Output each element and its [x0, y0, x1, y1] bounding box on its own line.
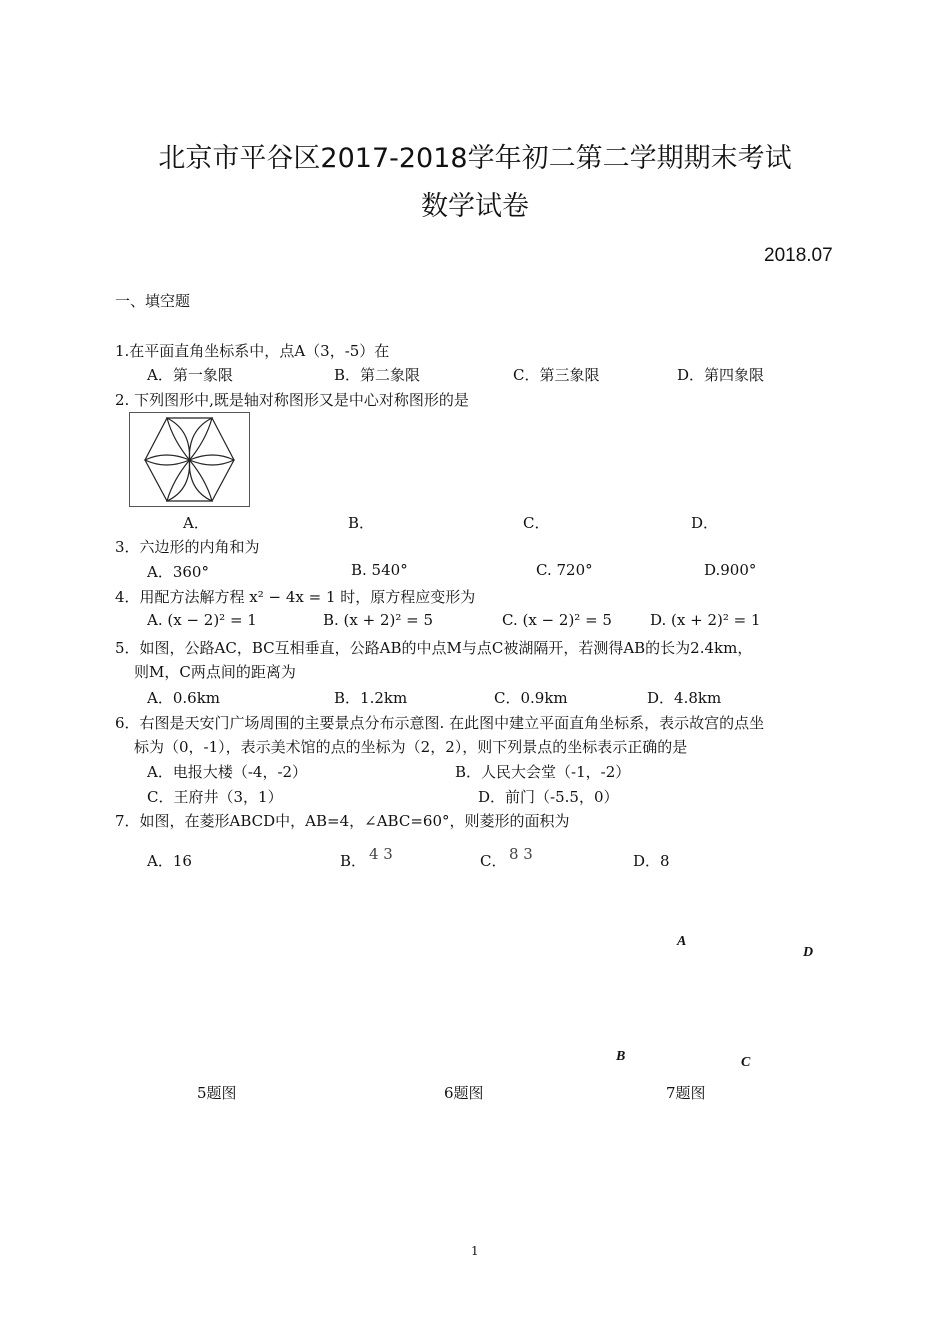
section-heading: 一、填空题 [115, 292, 191, 310]
question-1-option-a: A．第一象限 [147, 366, 233, 384]
question-2-stem: 2. 下列图形中,既是轴对称图形又是中心对称图形的是 [115, 391, 469, 409]
question-1-option-d: D．第四象限 [677, 366, 765, 384]
question-1-stem: 1.在平面直角坐标系中，点A（3，-5）在 [115, 342, 390, 360]
question-3-option-c: C. 720° [536, 561, 593, 579]
question-4-option-b: B. (x + 2)² = 5 [323, 611, 434, 629]
rhombus-point-d: D [803, 945, 814, 960]
question-6-option-a: A．电报大楼（-4，-2） [147, 763, 308, 781]
page-subtitle: 数学试卷 [421, 191, 529, 222]
question-4-option-d: D. (x + 2)² = 1 [650, 611, 761, 629]
question-3-option-d: D.900° [704, 561, 757, 579]
question-4-stem: 4．用配方法解方程 x² − 4x = 1 时，原方程应变形为 [115, 588, 476, 606]
question-2-option-a: A． [183, 514, 209, 532]
question-7-option-d: D．8 [633, 852, 670, 870]
question-6-stem-line2: 标为（0，-1），表示美术馆的点的坐标为（2，2），则下列景点的坐标表示正确的是 [134, 738, 688, 756]
question-7-option-c-value: 8 3 [509, 845, 533, 863]
question-1-option-c: C．第三象限 [513, 366, 600, 384]
question-5-stem-line1: 5．如图，公路AC，BC互相垂直，公路AB的中点M与点C被湖隔开，若测得AB的长为2.4km， [115, 639, 753, 657]
figure-caption-5: 5题图 [197, 1084, 237, 1102]
question-4-option-c: C. (x − 2)² = 5 [502, 611, 612, 629]
figure-caption-6: 6题图 [444, 1084, 484, 1102]
question-5-option-b: B．1.2km [334, 689, 408, 707]
rhombus-point-a: A [677, 934, 687, 949]
rhombus-point-b: B [616, 1049, 626, 1064]
question-6-option-d: D．前门（-5.5，0） [478, 788, 619, 806]
question-2-option-d: D． [691, 514, 719, 532]
page-title: 北京市平谷区2017-2018学年初二第二学期期末考试 [158, 143, 792, 174]
question-5-option-d: D．4.8km [647, 689, 722, 707]
question-7-option-c: C． [480, 852, 507, 870]
question-7-stem: 7．如图，在菱形ABCD中，AB=4，∠ABC=60°，则菱形的面积为 [115, 812, 570, 830]
page-number: 1 [471, 1244, 479, 1258]
rhombus-point-c: C [741, 1055, 751, 1070]
question-6-stem-line1: 6．右图是天安门广场周围的主要景点分布示意图. 在此图中建立平面直角坐标系，表示故宫的点坐 [115, 714, 765, 732]
question-3-option-a: A．360° [147, 563, 209, 581]
exam-date: 2018.07 [764, 245, 833, 266]
question-3-option-b: B. 540° [351, 561, 408, 579]
question-5-option-c: C．0.9km [494, 689, 568, 707]
question-1-option-b: B．第二象限 [334, 366, 421, 384]
question-2-option-c: C． [523, 514, 550, 532]
question-6-option-c: C．王府井（3，1） [147, 788, 283, 806]
question-2-option-b: B． [348, 514, 375, 532]
question-6-option-b: B．人民大会堂（-1，-2） [455, 763, 631, 781]
question-7-option-b-value: 4 3 [369, 845, 393, 863]
question-3-stem: 3．六边形的内角和为 [115, 538, 260, 556]
question-7-option-b: B． [340, 852, 367, 870]
figure-caption-7: 7题图 [666, 1084, 706, 1102]
question-4-option-a: A. (x − 2)² = 1 [147, 611, 257, 629]
question-7-option-a: A．16 [147, 852, 192, 870]
flower-hexagon-figure [129, 412, 250, 507]
question-5-option-a: A．0.6km [147, 689, 221, 707]
question-5-stem-line2: 则M，C两点间的距离为 [134, 663, 296, 681]
